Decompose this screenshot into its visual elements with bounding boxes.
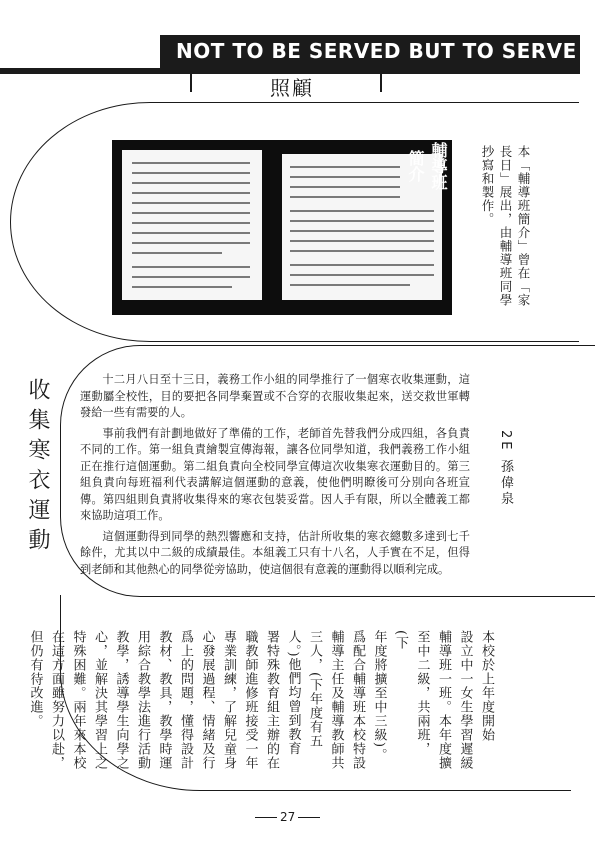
text-column: 但仍有待改進。 (27, 630, 43, 728)
text-column: 爲配合輔導班本校特設 (350, 630, 365, 770)
text-column: 輔導主任及輔導教師共 (328, 630, 344, 770)
text-column: 本校於上年度開始 (479, 630, 494, 742)
text-column: 心，並解決其學習上之 (92, 630, 107, 770)
article-title: 收集寒衣運動 (25, 378, 50, 558)
text-column: 設立中一女生學習遲緩 (457, 630, 473, 770)
text-column: 人。)他們均曾到教育 (285, 630, 301, 756)
article-paragraph: 十二月八日至十三日，義務工作小組的同學推行了一個寒衣收集運動，這運動屬全校性，目的要把各同學棄置或不合穿的衣服收集起來，送交救世軍轉發給一些有需要的人。 (80, 373, 470, 419)
article-author: 2E 孫偉泉 (498, 430, 513, 508)
remedial-class-text (27, 630, 497, 770)
article-paragraph: 事前我們有計劃地做好了準備的工作，老師首先替我們分成四組，各負責不同的工作。第一組負責繪製宣傳海報，讓各位同學知道，我們義務工作小組正在推行這個運動。第二組負責向全校同學宣傳這次收集寒衣運動目的。第三組負責向每班福利代表講解這個運動的意義，使他們明瞭後可分別向各班宣傳。第四組則負責將收集得來的寒衣包裝妥當。因人手有限，所以全體義工都來協助這項工作。 (80, 426, 470, 522)
bulletin-board-photo (112, 140, 452, 315)
article-paragraph: 這個運動得到同學的熱烈響應和支持，估計所收集的寒衣總數多達到七千餘件，尤其以中二級的成績最佳。本組義工只有十八名，人手實在不足，但得到老師和其他熱心的同學從旁協助，使這個很有意義的運動得以順利完成。 (80, 529, 470, 576)
text-column: 特殊困難。兩年來本校 (70, 630, 86, 770)
page-number: 27 (252, 810, 323, 824)
board-title: 輔導班簡介 (406, 142, 448, 190)
header-tick (380, 68, 382, 92)
article-body (80, 372, 470, 582)
text-column: 年度將擴至中三級)。 (371, 630, 387, 763)
motto-text: NOT TO BE SERVED BUT TO SERVE (176, 39, 577, 63)
text-column: 教學，誘導學生向學之 (113, 630, 129, 770)
board-left-panel (122, 150, 262, 300)
section-title: 照顧 (270, 76, 314, 100)
text-column: 在這方面雖努力以赴， (49, 630, 64, 770)
photo-caption: 本「輔導班簡介」曾在「家長日」展出，由輔導班同學抄寫和製作。 (480, 145, 531, 307)
text-column: 心發展過程、情緒及行 (199, 630, 215, 770)
text-column: 專業訓練，了解兒童身 (221, 630, 236, 770)
text-column: 輔導班一班。本年度擴 (436, 630, 451, 770)
text-column: 爲上的問題，懂得設計 (178, 630, 193, 770)
text-column: 用綜合教學法進行活動 (135, 630, 150, 770)
text-column: 三人，(下年度有五 (307, 630, 322, 749)
text-column: 署特殊教育組主辦的在 (264, 630, 279, 770)
text-column: 至中二級，共兩班，(下 (393, 630, 430, 756)
text-column: 職教師進修班接受一年 (242, 630, 258, 770)
header-tick (190, 68, 192, 92)
text-column: 教材、教具，教學時運 (156, 630, 172, 770)
header-banner (160, 35, 580, 68)
